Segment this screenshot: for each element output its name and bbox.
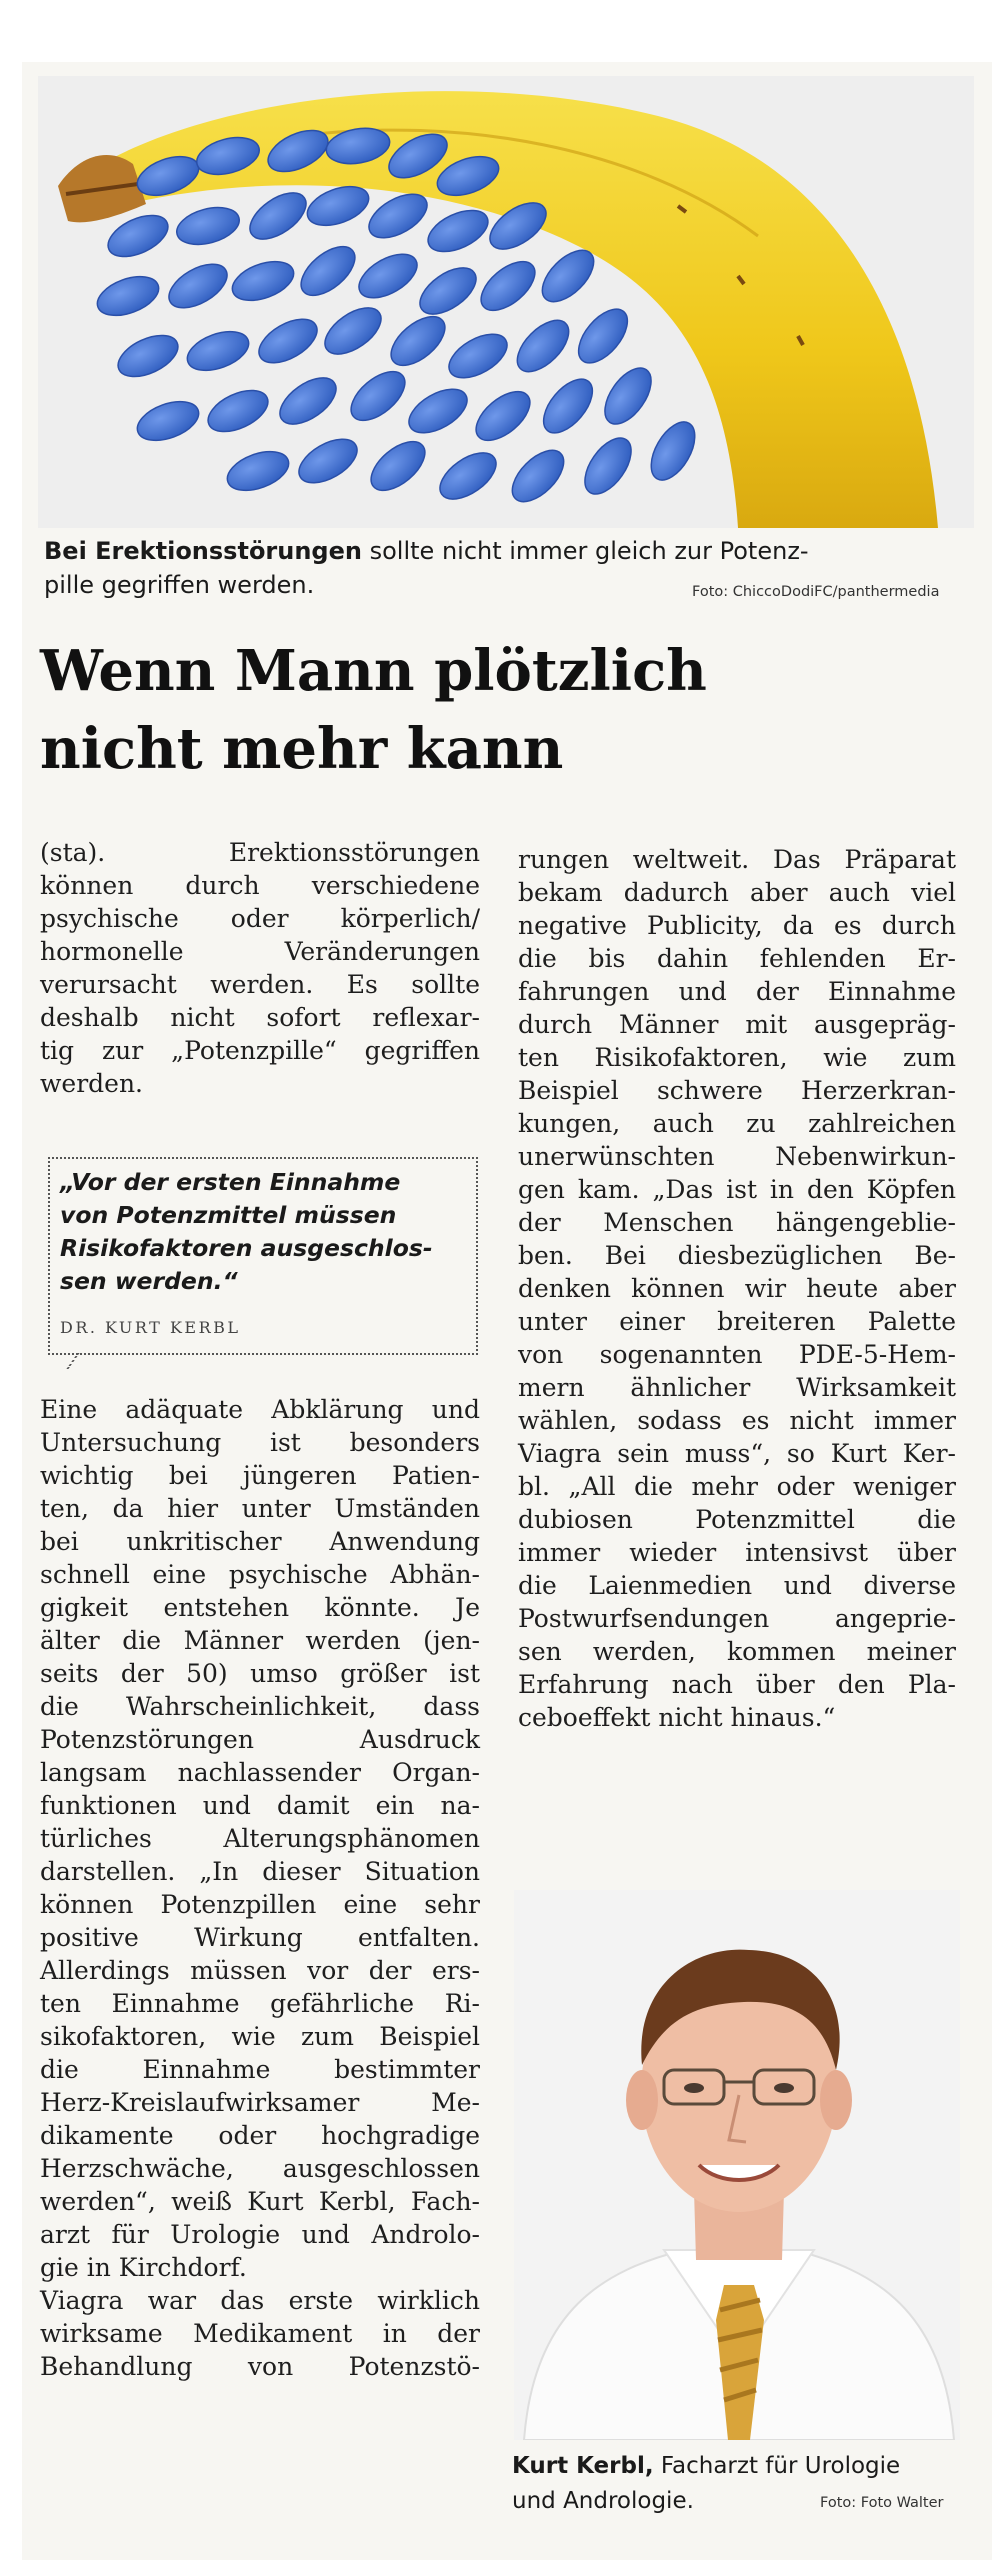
- text-line: Behandlung von Potenzstö-: [40, 2352, 480, 2381]
- text-line: Beispiel schwere Herzerkran-: [518, 1076, 956, 1105]
- text-line: Untersuchung ist besonders: [40, 1428, 480, 1457]
- photo-credit: Foto: ChiccoDodiFC/panthermedia: [692, 584, 940, 600]
- text-line: Viagra war das erste wirklich: [40, 2286, 480, 2315]
- pills-banana-photo: [38, 76, 974, 528]
- text-line: ten Einnahme gefährliche Ri-: [40, 1989, 480, 2018]
- text-line: fahrungen und der Einnahme: [518, 977, 956, 1006]
- text-line: werden“, weiß Kurt Kerbl, Fach-: [40, 2187, 480, 2216]
- text-line: positive Wirkung entfalten.: [40, 1923, 480, 1952]
- text-line: Herz-Kreislaufwirksamer Me-: [40, 2088, 480, 2117]
- text-line: Herzschwäche, ausgeschlossen: [40, 2154, 480, 2183]
- text-line: mern ähnlicher Wirksamkeit: [518, 1373, 956, 1402]
- text-line: sikofaktoren, wie zum Beispiel: [40, 2022, 480, 2051]
- text-line: Postwurfsendungen angeprie-: [518, 1604, 956, 1633]
- text-line: dikamente oder hochgradige: [40, 2121, 480, 2150]
- text-line: gen kam. „Das ist in den Köpfen: [518, 1175, 956, 1204]
- portrait-illustration: [514, 1890, 960, 2440]
- text-line: denken können wir heute aber: [518, 1274, 956, 1303]
- portrait-photo: [514, 1890, 960, 2440]
- text-line: negative Publicity, da es durch: [518, 911, 956, 940]
- text-line: unerwünschten Nebenwirkun-: [518, 1142, 956, 1171]
- text-line: wählen, sodass es nicht immer: [518, 1406, 956, 1435]
- text-line: Viagra sein muss“, so Kurt Ker-: [518, 1439, 956, 1468]
- text-line: langsam nachlassender Organ-: [40, 1758, 480, 1787]
- caption-text: sollte nicht immer gleich zur Potenz-: [361, 537, 809, 565]
- text-line: der Menschen hängengeblie-: [518, 1208, 956, 1237]
- text-line: die Laienmedien und diverse: [518, 1571, 956, 1600]
- headline-line: nicht mehr kann: [40, 716, 564, 782]
- text-line: Allerdings müssen vor der ers-: [40, 1956, 480, 1985]
- text-line: kungen, auch zu zahlreichen: [518, 1109, 956, 1138]
- text-line: ten, da hier unter Umständen: [40, 1494, 480, 1523]
- pull-quote-line: von Potenzmittel müssen: [60, 1201, 397, 1229]
- text-line: rungen weltweit. Das Präparat: [518, 845, 956, 874]
- text-line: wichtig bei jüngeren Patien-: [40, 1461, 480, 1490]
- pull-quote-author: DR. KURT KERBL: [60, 1318, 241, 1337]
- pull-quote-line: Risikofaktoren ausgeschlos-: [60, 1234, 433, 1262]
- text-line: arzt für Urologie und Androlo-: [40, 2220, 480, 2249]
- text-line: hormonelle Veränderungen: [40, 937, 480, 966]
- text-line: können durch verschiedene: [40, 871, 480, 900]
- caption-text-line2: pille gegriffen werden.: [44, 571, 315, 599]
- text-line: funktionen und damit ein na-: [40, 1791, 480, 1820]
- text-line: schnell eine psychische Abhän-: [40, 1560, 480, 1589]
- page-top-margin: [0, 0, 992, 62]
- portrait-credit: Foto: Foto Walter: [820, 2495, 944, 2511]
- pull-quote-line: sen werden.“: [60, 1267, 238, 1295]
- text-line: darstellen. „In dieser Situation: [40, 1857, 480, 1886]
- text-line: tig zur „Potenzpille“ gegriffen: [40, 1036, 480, 1065]
- text-line: ten Risikofaktoren, wie zum: [518, 1043, 956, 1072]
- portrait-caption-bold: Kurt Kerbl,: [512, 2453, 654, 2479]
- pills-banana-illustration: [38, 76, 974, 528]
- headline-line: Wenn Mann plötzlich: [40, 638, 707, 704]
- text-line: können Potenzpillen eine sehr: [40, 1890, 480, 1919]
- portrait-caption-text: Facharzt für Urologie: [653, 2453, 901, 2479]
- text-line: verursacht werden. Es sollte: [40, 970, 480, 999]
- text-line: gie in Kirchdorf.: [40, 2253, 247, 2282]
- text-line: bl. „All die mehr oder weniger: [518, 1472, 956, 1501]
- text-line: wirksame Medikament in der: [40, 2319, 480, 2348]
- article-body-right: [518, 843, 956, 1734]
- text-line: älter die Männer werden (jen-: [40, 1626, 480, 1655]
- text-line: werden.: [40, 1069, 143, 1098]
- article-intro: [40, 836, 480, 1100]
- caption-bold: Bei Erektionsstörungen: [44, 537, 362, 565]
- text-line: ben. Bei diesbezüglichen Be-: [518, 1241, 956, 1270]
- article-body-left: [40, 1393, 480, 2383]
- portrait-caption-text-line2: und Andrologie.: [512, 2488, 694, 2514]
- text-line: die Einnahme bestimmter: [40, 2055, 480, 2084]
- text-line: türliches Alterungsphänomen: [40, 1824, 480, 1853]
- text-line: ceboeffekt nicht hinaus.“: [518, 1703, 836, 1732]
- text-line: Eine adäquate Abklärung und: [40, 1395, 480, 1424]
- text-line: immer wieder intensivst über: [518, 1538, 956, 1567]
- text-line: die bis dahin fehlenden Er-: [518, 944, 956, 973]
- text-line: die Wahrscheinlichkeit, dass: [40, 1692, 480, 1721]
- text-line: deshalb nicht sofort reflexar-: [40, 1003, 480, 1032]
- text-line: von sogenannten PDE-5-Hem-: [518, 1340, 956, 1369]
- text-line: dubiosen Potenzmittel die: [518, 1505, 956, 1534]
- text-line: psychische oder körperlich/: [40, 904, 480, 933]
- text-line: sen werden, kommen meiner: [518, 1637, 956, 1666]
- pull-quote-line: „Vor der ersten Einnahme: [60, 1168, 401, 1196]
- text-line: Potenzstörungen Ausdruck: [40, 1725, 480, 1754]
- text-line: bekam dadurch aber auch viel: [518, 878, 956, 907]
- text-line: (sta). Erektionsstörungen: [40, 838, 480, 867]
- article-headline: [40, 632, 960, 788]
- text-line: Erfahrung nach über den Pla-: [518, 1670, 956, 1699]
- text-line: gigkeit entstehen könnte. Je: [40, 1593, 480, 1622]
- text-line: bei unkritischer Anwendung: [40, 1527, 480, 1556]
- text-line: unter einer breiteren Palette: [518, 1307, 956, 1336]
- pull-quote-text: [60, 1166, 470, 1298]
- text-line: durch Männer mit ausgepräg-: [518, 1010, 956, 1039]
- text-line: seits der 50) umso größer ist: [40, 1659, 480, 1688]
